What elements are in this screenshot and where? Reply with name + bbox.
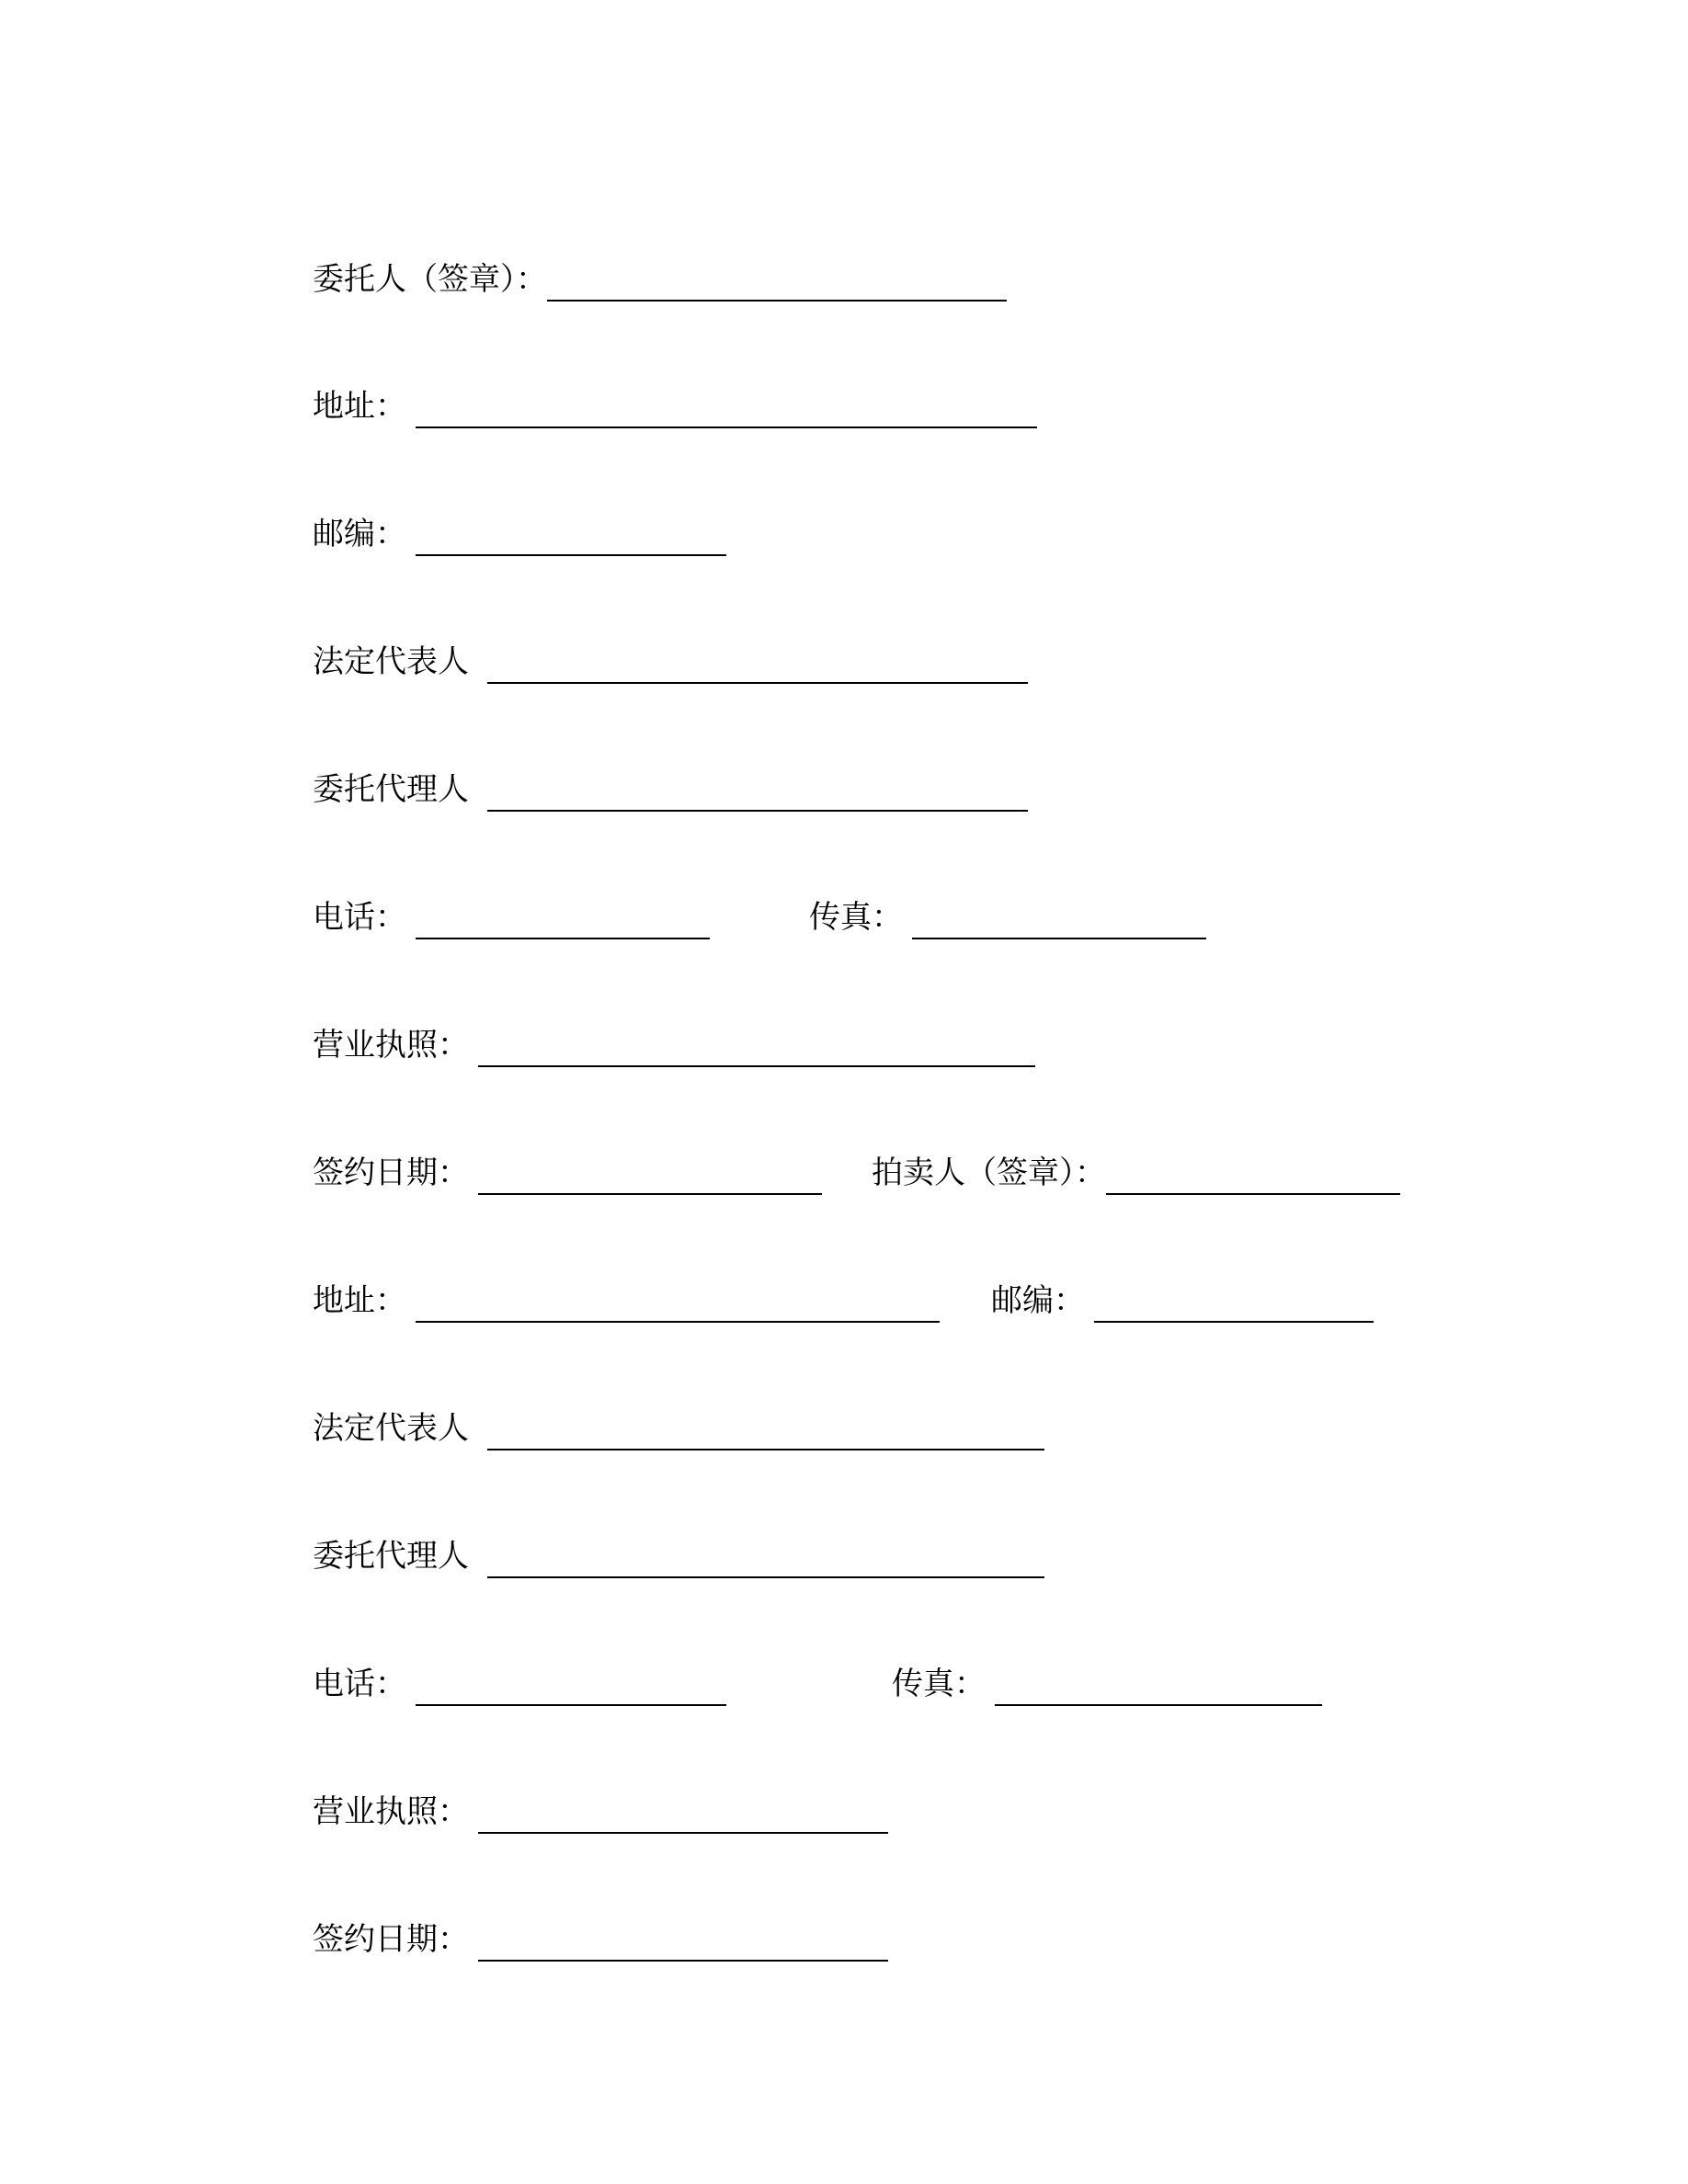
consignor-legal-rep-row	[313, 640, 1028, 686]
consignor-postcode-label: 邮编：	[313, 516, 406, 552]
consignor-legal-rep-label: 法定代表人	[313, 643, 469, 680]
consignor-signature-field[interactable]	[547, 263, 1007, 301]
consignor-address-row	[313, 384, 1037, 430]
auctioneer-phone-label: 电话：	[313, 1666, 406, 1702]
consignor-sign-date-label: 签约日期：	[313, 1155, 469, 1191]
consignor-phone-field[interactable]	[416, 901, 710, 939]
auctioneer-license-row	[313, 1790, 888, 1836]
auctioneer-sign-date-label: 签约日期：	[313, 1921, 469, 1958]
consignor-license-field[interactable]	[478, 1029, 1035, 1067]
consignor-agent-field[interactable]	[487, 773, 1028, 812]
consignor-postcode-row	[313, 512, 726, 558]
consignor-sign-date-field[interactable]	[478, 1156, 822, 1195]
consignor-phone-label: 电话：	[313, 899, 406, 936]
auctioneer-license-field[interactable]	[478, 1795, 888, 1834]
auctioneer-address-field[interactable]	[416, 1284, 940, 1323]
auctioneer-fax-field[interactable]	[995, 1667, 1322, 1706]
consignor-postcode-field[interactable]	[416, 518, 726, 556]
consignor-fax-field[interactable]	[912, 901, 1206, 939]
auctioneer-address-label: 地址：	[313, 1282, 406, 1319]
auctioneer-agent-field[interactable]	[487, 1540, 1044, 1578]
auctioneer-agent-label: 委托代理人	[313, 1538, 469, 1575]
auctioneer-legal-rep-row	[313, 1406, 1044, 1452]
consignor-signature-label: 委托人（签章）：	[313, 261, 547, 298]
auctioneer-signature-field[interactable]	[1106, 1156, 1400, 1195]
auctioneer-sign-date-field[interactable]	[478, 1923, 888, 1962]
sign-date-auctioneer-row	[313, 1151, 1400, 1197]
auctioneer-phone-fax-row	[313, 1662, 1322, 1708]
consignor-address-label: 地址：	[313, 388, 406, 425]
auctioneer-postcode-label: 邮编：	[991, 1282, 1085, 1319]
consignor-license-label: 营业执照：	[313, 1027, 469, 1064]
auctioneer-agent-row	[313, 1534, 1044, 1580]
auctioneer-postcode-field[interactable]	[1094, 1284, 1374, 1323]
consignor-agent-row	[313, 768, 1028, 813]
auctioneer-legal-rep-label: 法定代表人	[313, 1410, 469, 1447]
auctioneer-phone-field[interactable]	[416, 1667, 726, 1706]
auctioneer-sign-date-row	[313, 1917, 888, 1963]
consignor-fax-label: 传真：	[809, 899, 903, 936]
consignor-license-row	[313, 1023, 1035, 1069]
consignor-phone-fax-row	[313, 895, 1206, 941]
auctioneer-legal-rep-field[interactable]	[487, 1412, 1044, 1450]
auctioneer-fax-label: 传真：	[892, 1666, 986, 1702]
consignor-signature-row	[313, 257, 1007, 303]
consignor-address-field[interactable]	[416, 390, 1037, 428]
consignor-legal-rep-field[interactable]	[487, 645, 1028, 684]
consignor-agent-label: 委托代理人	[313, 771, 469, 808]
auctioneer-signature-label: 拍卖人（签章）：	[872, 1155, 1106, 1191]
auctioneer-license-label: 营业执照：	[313, 1793, 469, 1830]
auctioneer-address-postcode-row	[313, 1279, 1374, 1325]
